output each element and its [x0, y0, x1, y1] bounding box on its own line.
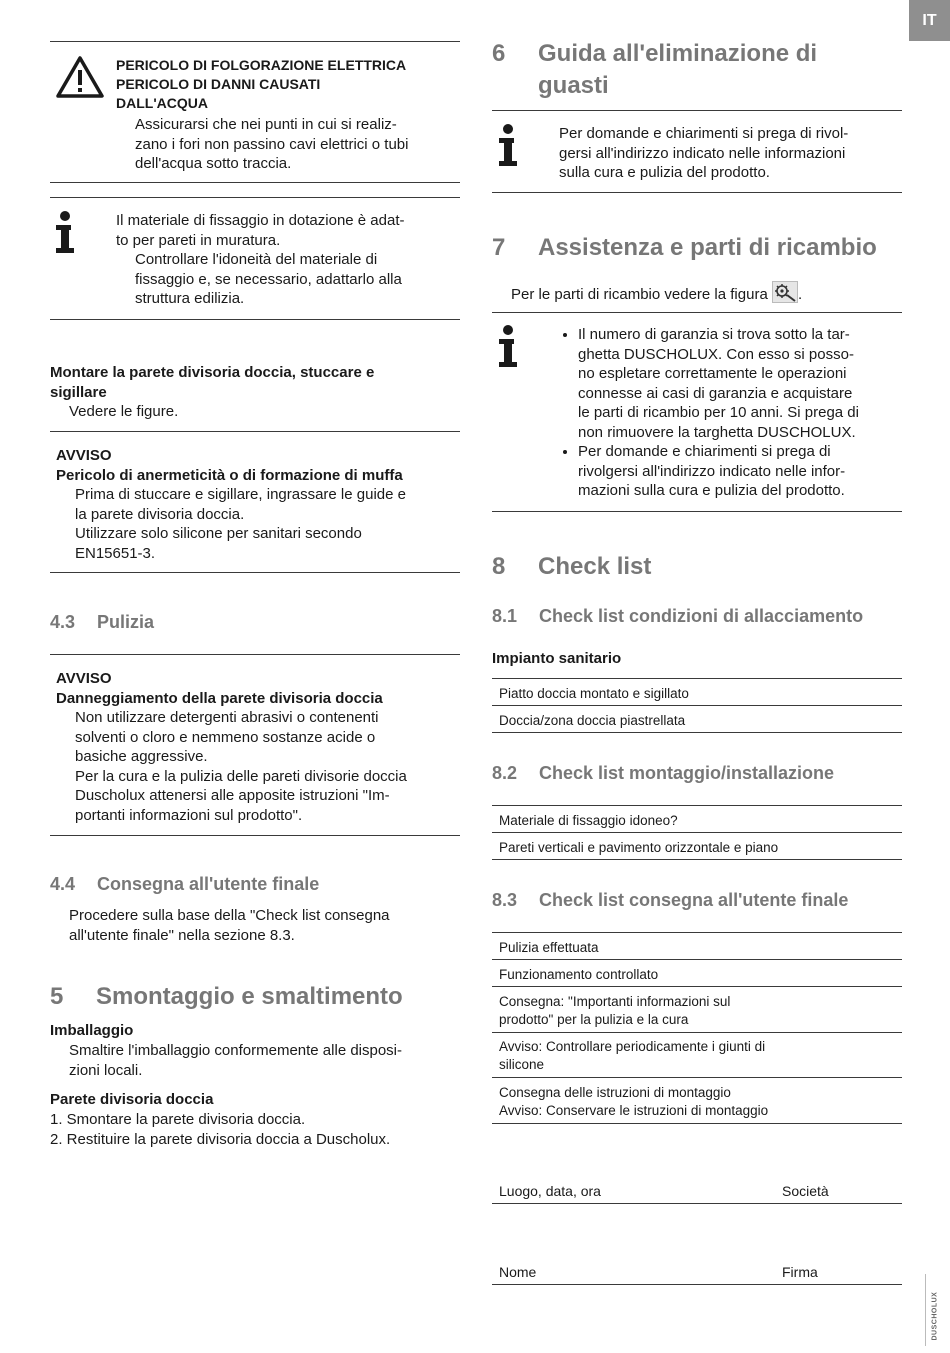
panel-steps: [50, 1110, 460, 1149]
panel-title: Parete divisoria doccia: [50, 1091, 214, 1108]
packaging-title: Imballaggio: [50, 1022, 134, 1039]
divider: [492, 192, 902, 193]
signature-label: Firma: [782, 1264, 818, 1280]
section-heading-5: 5 Smontaggio e smaltimento: [50, 983, 403, 1010]
divider: [50, 197, 460, 198]
checklist-row: Consegna delle istruzioni di montaggio Avviso: Conservare le istruzioni di montaggio: [492, 1084, 902, 1124]
packaging-body: Smaltire l'imballaggio conformemente alle disposi- zioni locali.: [69, 1042, 403, 1079]
signature-row: [492, 1262, 902, 1285]
section-heading-8: 8 Check list: [492, 553, 652, 580]
spare-parts-text: Per le parti di ricambio vedere la figura .: [511, 281, 891, 305]
info-icon: [497, 324, 519, 370]
name-label: Nome: [499, 1264, 537, 1280]
info-text: Per domande e chiarimenti si prega di rivol- gersi all'indirizzo indicato nelle informazioni sulla cura e pulizia del prodotto.: [559, 125, 849, 181]
divider: [492, 511, 902, 512]
divider: [492, 110, 902, 111]
spare-parts-gear-icon: [772, 281, 798, 303]
company-label: Società: [782, 1183, 829, 1199]
language-badge: IT: [909, 0, 950, 41]
list-item: • Il numero di garanzia si trova sotto la tar- ghetta DUSCHOLUX. Con esso si posso- no espletare correttamente le operazioni connesse ai casi di garanzia e acquistare le parti di ricambio per 10 anni. Si prega di non rimuovere la targhetta DUSCHOLUX.: [578, 325, 902, 442]
notice-label: AVVISO: [56, 447, 112, 464]
notice-subtitle: Pericolo di anermeticità o di formazione di muffa: [56, 466, 403, 484]
checklist-row: Materiale di fissaggio idoneo?: [492, 812, 902, 833]
checklist-row: Doccia/zona doccia piastrellata: [492, 712, 902, 733]
divider: [50, 182, 460, 183]
section-heading-8-1: 8.1 Check list condizioni di allacciamento: [492, 606, 864, 626]
section-body-4-4: Procedere sulla base della "Check list consegna all'utente finale" nella sezione 8.3.: [69, 907, 390, 944]
place-date-label: Luogo, data, ora: [499, 1183, 601, 1199]
section-heading-6: 6 Guida all'eliminazione di guasti: [492, 40, 818, 99]
checklist-row: Consegna: "Importanti informazioni sul prodotto" per la pulizia e la cura: [492, 993, 902, 1033]
divider: [50, 572, 460, 573]
info-icon: [497, 123, 519, 169]
brand-divider: [925, 1274, 926, 1346]
section-heading-8-3: 8.3 Check list consegna all'utente finale: [492, 890, 849, 910]
divider: [492, 805, 902, 806]
notice-block: AVVISO Danneggiamento della parete divisoria doccia Non utilizzare detergenti abrasivi o contenenti solventi o cloro e nemmeno sostanze acide o basiche aggressive. Per la cura e la pulizia delle pareti divisorie doccia Duscholux attenersi alle apposite istruzioni "Im- portanti informazioni sul prodotto".: [56, 669, 460, 825]
warning-title: PERICOLO DI FOLGORAZIONE ELETTRICA PERICOLO DI DANNI CAUSATI DALL'ACQUA: [116, 57, 407, 111]
warning-body: Assicurarsi che nei punti in cui si realiz- zano i fori non passino cavi elettrici o tubi dell'acqua sotto traccia.: [135, 116, 409, 172]
divider: [50, 319, 460, 320]
info-text: Il materiale di fissaggio in dotazione è adat- to per pareti in muratura. Controllare l'idoneità del materiale di fissaggio e, se necessario, adattarlo alla struttura edilizia.: [116, 212, 405, 307]
notice-subtitle: Danneggiamento della parete divisoria doccia: [56, 689, 383, 707]
checklist-group-title: Impianto sanitario: [492, 650, 622, 667]
mount-title: Montare la parete divisoria doccia, stuccare e sigillare: [50, 364, 375, 401]
checklist-row: Pulizia effettuata: [492, 939, 902, 960]
notice-block: AVVISO Pericolo di anermeticità o di formazione di muffa Prima di stuccare e sigillare, ingrassare le guide e la parete divisoria doccia. Utilizzare solo silicone per sanitari secondo EN15651-3.: [56, 446, 460, 563]
divider: [50, 835, 460, 836]
section-heading-4-4: 4.4 Consegna all'utente finale: [50, 874, 320, 894]
divider: [50, 654, 460, 655]
divider: [492, 312, 902, 313]
mount-body: Vedere le figure.: [69, 403, 179, 420]
list-item: 2. Restituire la parete divisoria doccia a Duscholux.: [50, 1130, 391, 1148]
divider: [50, 41, 460, 42]
info-icon: [54, 210, 76, 256]
warning-triangle-icon: [56, 56, 104, 98]
checklist-row: Pareti verticali e pavimento orizzontale e piano: [492, 839, 902, 860]
divider: [50, 431, 460, 432]
checklist-row: Piatto doccia montato e sigillato: [492, 685, 902, 706]
divider: [492, 678, 902, 679]
info-bullets: [560, 325, 902, 501]
checklist-row: Avviso: Controllare periodicamente i giunti di silicone: [492, 1038, 902, 1078]
signature-row: [492, 1181, 902, 1204]
list-item: 1. Smontare la parete divisoria doccia.: [50, 1111, 306, 1128]
divider: [492, 932, 902, 933]
list-item: • Per domande e chiarimenti si prega di rivolgersi all'indirizzo indicato nelle infor- mazioni sulla cura e pulizia del prodotto.: [578, 442, 902, 501]
section-heading-7: 7 Assistenza e parti di ricambio: [492, 234, 877, 261]
checklist-row: Funzionamento controllato: [492, 966, 902, 987]
notice-label: AVVISO: [56, 670, 112, 687]
section-heading-4-3: 4.3 Pulizia: [50, 612, 155, 632]
section-heading-8-2: 8.2 Check list montaggio/installazione: [492, 763, 835, 783]
brand-logo: DUSCHOLUX: [931, 1291, 939, 1341]
